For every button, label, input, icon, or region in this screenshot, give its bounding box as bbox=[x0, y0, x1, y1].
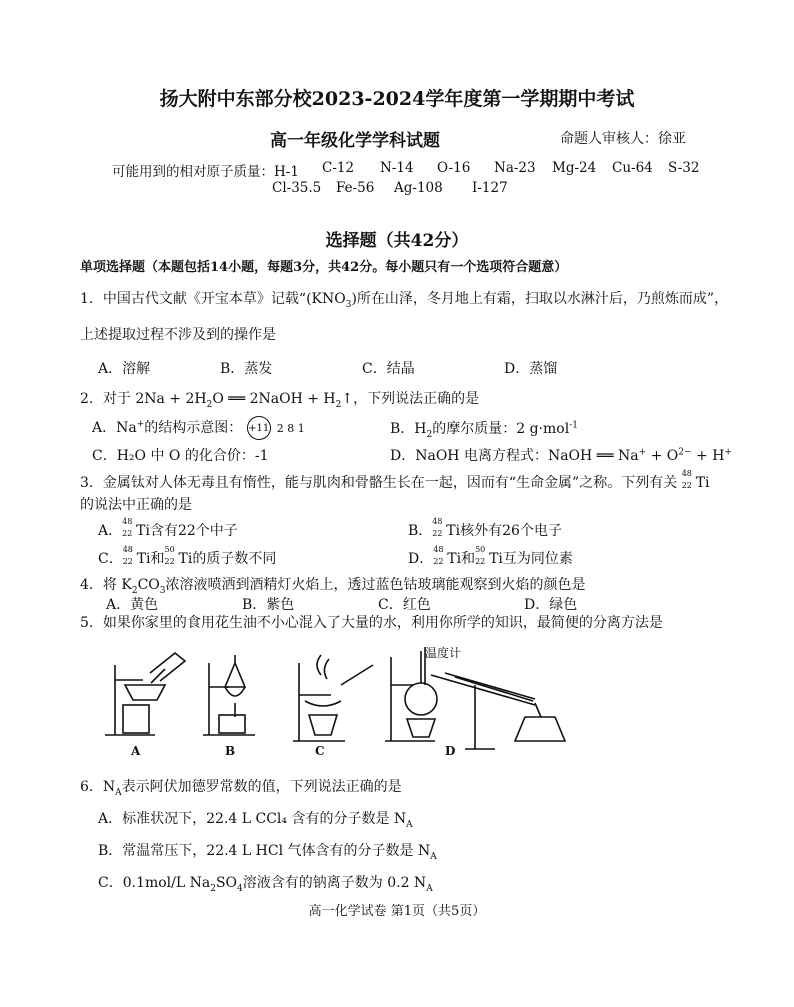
atomic-mass-item: I-127 bbox=[472, 180, 508, 196]
q1-option-d[interactable]: D．蒸馏 bbox=[504, 361, 558, 377]
q3-option-a[interactable]: A． 48 22 Ti含有22个中子 bbox=[98, 517, 238, 539]
q4-option-b[interactable]: B．紫色 bbox=[242, 597, 295, 613]
q2-option-a[interactable]: A．Na+的结构示意图： +11 2 8 1 bbox=[92, 416, 305, 440]
atomic-mass-item: Cu-64 bbox=[612, 160, 653, 176]
q2-option-b[interactable]: B．$H_2$的摩尔质量：2 g·mol$^{-1}$ bbox=[390, 420, 578, 440]
section-instruction: 单项选择题（本题包括14小题，每题3分，共42分。每小题只有一个选项符合题意） bbox=[80, 260, 568, 275]
page-footer: 高一化学试卷 第1页（共5页） bbox=[308, 904, 486, 919]
question-3-stem: 3．金属钛对人体无毒且有惰性，能与肌肉和骨骼生长在一起，因而有“生命金属”之称。下列有关 48 22 Ti bbox=[80, 469, 710, 491]
figure-label-d: D bbox=[445, 744, 456, 758]
question-1-stem-line2: 上述提取过程不涉及到的操作是 bbox=[80, 327, 276, 343]
atomic-mass-item: N-14 bbox=[380, 160, 414, 176]
figure-label-a: A bbox=[131, 744, 141, 758]
atomic-mass-item: Na-23 bbox=[494, 160, 536, 176]
q3-option-d[interactable]: D． 48 22 Ti和 50 22 Ti互为同位素 bbox=[408, 545, 573, 567]
q1-option-b[interactable]: B．蒸发 bbox=[220, 361, 273, 377]
question-4-stem: 4．将 $K_2CO_3$浓溶液喷洒到酒精灯火焰上，透过蓝色钴玻璃能观察到火焰的颜色是 bbox=[80, 577, 586, 596]
sodium-ion-structure-diagram: +11 2 8 1 bbox=[247, 416, 305, 440]
q1-option-a[interactable]: A．溶解 bbox=[98, 361, 151, 377]
apparatus-b-icon bbox=[203, 655, 255, 735]
isotope-notation: 48 22 bbox=[681, 469, 692, 490]
figure-label-c: C bbox=[315, 744, 325, 758]
figure-label-b: B bbox=[225, 744, 236, 758]
q6-option-a[interactable]: A．标准状况下，22.4 L CCl₄ 含有的分子数是 $N_A$ bbox=[98, 811, 413, 830]
q4-option-a[interactable]: A．黄色 bbox=[106, 597, 159, 613]
separation-apparatus-figure bbox=[95, 645, 595, 765]
q1-option-c[interactable]: C．结晶 bbox=[362, 361, 415, 377]
q4-option-c[interactable]: C．红色 bbox=[378, 597, 431, 613]
apparatus-c-icon bbox=[293, 655, 373, 741]
question-2-stem: 2．对于 $2Na + 2H_2O$ ══ 2NaOH + $H_2↑$，下列说法正确的是 bbox=[80, 391, 480, 410]
apparatus-d-icon bbox=[385, 647, 565, 749]
atomic-mass-item: Fe-56 bbox=[336, 180, 375, 196]
q6-option-b[interactable]: B．常温常压下，22.4 L HCl 气体含有的分子数是 $N_A$ bbox=[98, 843, 437, 862]
q2-option-c[interactable]: C．H₂O 中 O 的化合价：-1 bbox=[92, 448, 269, 464]
q3-option-b[interactable]: B． 48 22 Ti核外有26个电子 bbox=[408, 517, 562, 539]
question-1-stem: 1．中国古代文献《开宝本草》记载“$(KNO_3)$所在山泽，冬月地上有霜，扫取以水淋汁后，乃煎炼而成”， bbox=[80, 291, 729, 310]
atomic-mass-item: C-12 bbox=[322, 160, 355, 176]
question-6-stem: 6．$N_A$表示阿伏加德罗常数的值，下列说法正确的是 bbox=[80, 779, 402, 798]
apparatus-a-icon bbox=[105, 653, 185, 735]
atomic-mass-item: 可能用到的相对原子质量：H-1 bbox=[112, 164, 299, 180]
exam-title: 扬大附中东部分校2023-2024学年度第一学期期中考试 bbox=[159, 88, 635, 110]
atomic-mass-item: O-16 bbox=[437, 160, 471, 176]
question-setter: 命题人审核人：徐亚 bbox=[560, 131, 686, 147]
q2-option-d[interactable]: D．NaOH 电离方程式：NaOH ══ $Na^+ + O^{2-} + H^+$ bbox=[390, 447, 732, 464]
atomic-mass-item: Mg-24 bbox=[552, 160, 597, 176]
q4-option-d[interactable]: D．绿色 bbox=[524, 597, 578, 613]
thermometer-label: 温度计 bbox=[425, 646, 462, 660]
exam-subtitle: 高一年级化学学科试题 bbox=[270, 131, 440, 151]
question-5-stem: 5．如果你家里的食用花生油不小心混入了大量的水，利用你所学的知识，最简便的分离方法是 bbox=[80, 615, 663, 631]
q3-option-c[interactable]: C． 48 22 Ti和 50 22 Ti的质子数不同 bbox=[98, 545, 277, 567]
atomic-mass-item: S-32 bbox=[668, 160, 700, 176]
section-title: 选择题（共42分） bbox=[325, 231, 469, 251]
atomic-mass-item: Cl-35.5 bbox=[272, 180, 322, 196]
question-3-stem-line2: 的说法中正确的是 bbox=[80, 497, 192, 513]
q6-option-c[interactable]: C．0.1mol/L $Na_2SO_4$溶液含有的钠离子数为 0.2 $N_A$ bbox=[98, 875, 433, 894]
atomic-mass-item: Ag-108 bbox=[394, 180, 443, 196]
